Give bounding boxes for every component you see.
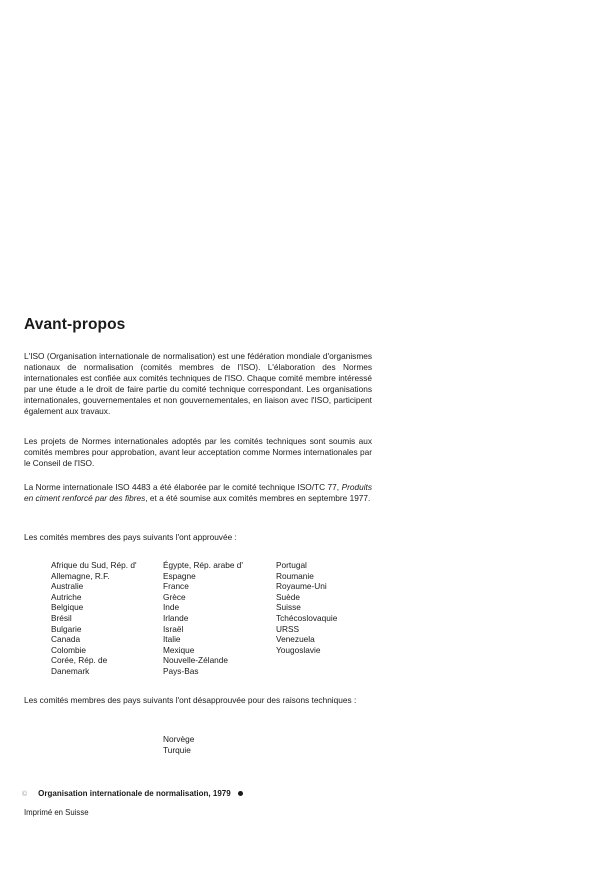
origin-text-start: La Norme internationale ISO 4483 a été élaborée par le comité technique ISO/TC 77,: [24, 482, 340, 492]
country-item: Colombie: [51, 644, 87, 655]
approving-countries-col1: [51, 560, 137, 677]
country-item: Autriche: [51, 591, 82, 602]
country-item: Venezuela: [276, 634, 315, 645]
copyright-text: Organisation internationale de normalisation, 1979: [38, 789, 231, 798]
disapproving-intro: Les comités membres des pays suivants l'ont désapprouvée pour des raisons techniques :: [24, 695, 357, 705]
country-item: Nouvelle-Zélande: [163, 655, 229, 666]
country-item: Brésil: [51, 612, 72, 623]
country-item: Australie: [51, 581, 84, 592]
country-item: Yougoslavie: [276, 644, 321, 655]
approval-paragraph: Les projets de Normes internationales adoptés par les comités techniques sont soumis aux comités membres pour approbation, avant leur acceptation comme Normes internationales par le Conseil de l'ISO.: [24, 436, 372, 469]
printed-in: Imprimé en Suisse: [24, 808, 89, 817]
origin-text-end: , et a été soumise aux comités membres en septembre 1977.: [145, 493, 371, 504]
country-item: Portugal: [276, 560, 307, 570]
country-item: Roumanie: [276, 570, 314, 581]
country-item: Bulgarie: [51, 623, 82, 634]
country-item: Afrique du Sud, Rép. d': [51, 560, 137, 570]
country-item: Grèce: [163, 591, 186, 602]
country-item: Pays-Bas: [163, 665, 199, 676]
standard-title: Produits en ciment renforcé par des fibres: [24, 482, 372, 504]
country-item: Danemark: [51, 665, 90, 676]
copyright-symbol: ©: [22, 791, 28, 798]
disapproving-countries: [163, 734, 194, 755]
country-item: Royaume-Uni: [276, 581, 327, 592]
bullet-icon: [238, 791, 243, 796]
country-item: URSS: [276, 623, 300, 634]
country-item: Inde: [163, 602, 180, 613]
country-item: Canada: [51, 634, 81, 645]
page-title: Avant-propos: [24, 316, 126, 333]
country-item: Irlande: [163, 612, 189, 623]
country-item: Israël: [163, 623, 184, 634]
approving-countries-col3: [276, 560, 337, 655]
country-item: Mexique: [163, 644, 195, 655]
intro-paragraph: L'ISO (Organisation internationale de normalisation) est une fédération mondiale d'organismes nationaux de normalisation (comités membres de l'ISO). L'élaboration des Normes internationales est confiée aux comités techniques de l'ISO. Chaque comité membre intéressé par une étude a le droit de faire partie du comité technique correspondant. Les organisations internationales, gouvernementales et non gouvernementales, en liaison avec l'ISO, participent également aux travaux.: [24, 351, 372, 417]
country-item: Turquie: [163, 744, 191, 755]
copyright-line: [22, 789, 243, 798]
approving-countries-col2: [163, 560, 243, 677]
country-item: Suède: [276, 591, 300, 602]
origin-paragraph: [24, 482, 372, 504]
approving-intro: Les comités membres des pays suivants l'ont approuvée :: [24, 532, 237, 542]
country-item: Suisse: [276, 602, 301, 613]
country-item: Belgique: [51, 602, 84, 613]
country-item: Allemagne, R.F.: [51, 570, 110, 581]
country-item: France: [163, 581, 189, 592]
country-item: Italie: [163, 634, 181, 645]
country-item: Corée, Rép. de: [51, 655, 108, 666]
country-item: Tchécoslovaquie: [276, 612, 338, 623]
country-item: Espagne: [163, 570, 196, 581]
country-item: Égypte, Rép. arabe d': [163, 560, 243, 570]
country-item: Norvège: [163, 734, 195, 744]
